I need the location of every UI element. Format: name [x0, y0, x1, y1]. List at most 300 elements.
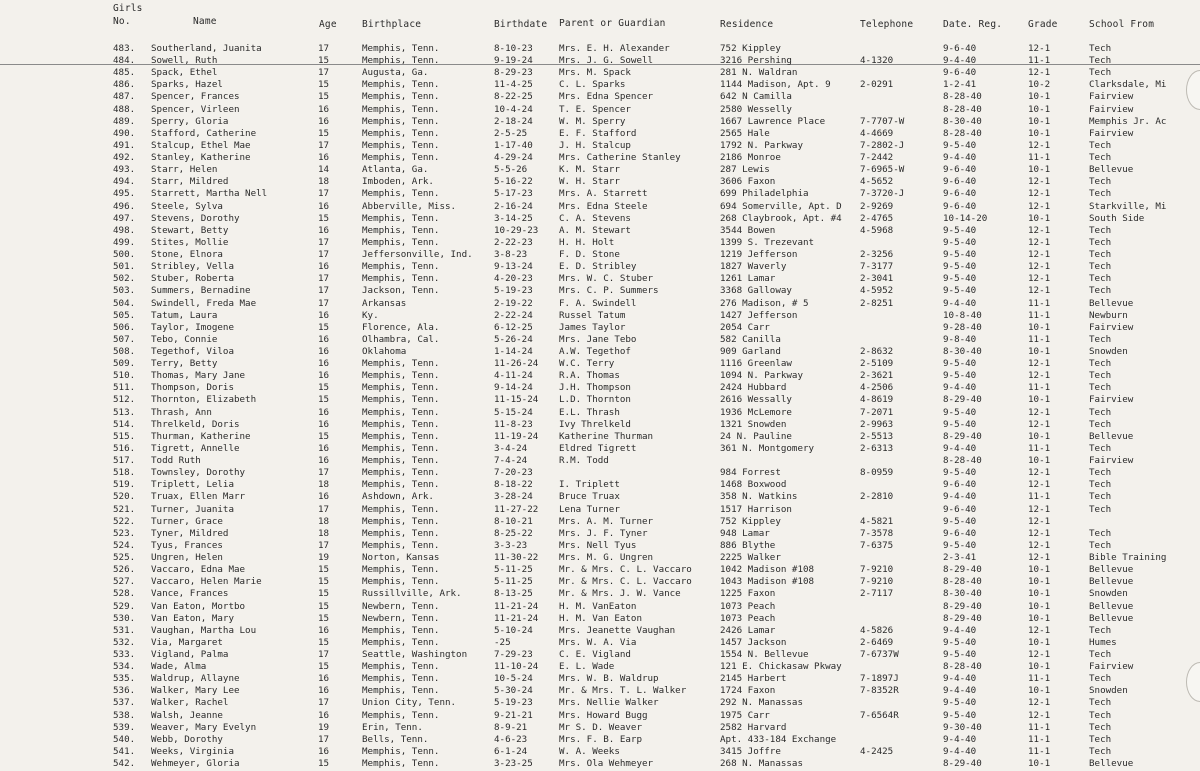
- date-registered: 9-6-40: [943, 527, 977, 539]
- parent-guardian: W. A. Weeks: [559, 745, 620, 757]
- date-registered: 8-29-40: [943, 394, 982, 406]
- school-from: Fairview: [1089, 455, 1134, 467]
- date-registered: 9-6-40: [943, 188, 977, 200]
- birthplace: Memphis, Tenn.: [362, 236, 440, 248]
- birthplace: Memphis, Tenn.: [362, 467, 440, 479]
- birthdate: 9-13-24: [494, 261, 533, 273]
- grade: 10-1: [1028, 103, 1051, 115]
- parent-guardian: Mrs. W. C. Stuber: [559, 273, 654, 285]
- date-registered: 8-30-40: [943, 346, 982, 357]
- parent-guardian: Mrs. M. Spack: [559, 67, 631, 79]
- parent-guardian: W. M. Sperry: [559, 115, 626, 127]
- table-row: [0, 685, 1200, 698]
- birthdate: 5-11-25: [494, 576, 533, 588]
- parent-guardian: A.W. Tegethof: [559, 346, 631, 357]
- birthplace: Imboden, Ark.: [362, 176, 434, 188]
- school-from: South Side: [1089, 212, 1145, 224]
- student-name: Turner, Juanita: [151, 503, 234, 515]
- grade: 10-1: [1028, 91, 1051, 103]
- record-number: 532.: [113, 636, 136, 648]
- grade: 12-1: [1028, 176, 1051, 188]
- residence: 121 E. Chickasaw Pkway: [720, 661, 842, 673]
- residence: 752 Kippley: [720, 515, 781, 527]
- parent-guardian: Mr S. D. Weaver: [559, 721, 642, 733]
- date-registered: 2-3-41: [943, 552, 977, 564]
- student-name: Van Eaton, Mortbo: [151, 600, 246, 612]
- age: 15: [318, 127, 330, 139]
- school-from: Tech: [1089, 249, 1112, 261]
- parent-guardian: Mrs. Edna Spencer: [559, 91, 654, 103]
- birthdate: 3-28-24: [494, 491, 533, 503]
- age: 15: [318, 661, 330, 673]
- table-row: [0, 601, 1200, 614]
- student-name: Threlkeld, Doris: [151, 418, 240, 430]
- residence: 1321 Snowden: [720, 418, 787, 430]
- record-number: 523.: [113, 527, 136, 539]
- parent-guardian: Mrs. Jeanette Vaughan: [559, 624, 676, 636]
- residence: 268 Claybrook, Apt. #4: [720, 212, 842, 224]
- birthdate: 4-20-23: [494, 273, 533, 285]
- birthdate: 1-17-40: [494, 139, 533, 151]
- record-number: 485.: [113, 67, 136, 79]
- telephone: 7-2071: [860, 406, 894, 418]
- age: 16: [318, 309, 330, 321]
- birthplace: Memphis, Tenn.: [362, 406, 440, 418]
- residence: 292 N. Manassas: [720, 697, 803, 709]
- birthplace: Memphis, Tenn.: [362, 661, 440, 673]
- residence: 2424 Hubbard: [720, 382, 787, 394]
- parent-guardian: W.C. Terry: [559, 358, 615, 370]
- record-number: 512.: [113, 394, 136, 406]
- grade: 10-1: [1028, 394, 1051, 406]
- table-row: [0, 213, 1200, 226]
- date-registered: 9-4-40: [943, 297, 977, 309]
- grade: 10-1: [1028, 636, 1051, 648]
- telephone: 2-3621: [860, 370, 894, 382]
- age: 15: [318, 612, 330, 624]
- table-row: [0, 431, 1200, 444]
- record-number: 522.: [113, 515, 136, 527]
- residence: 2426 Lamar: [720, 624, 776, 636]
- table-row: [0, 613, 1200, 626]
- residence: 1792 N. Parkway: [720, 139, 803, 151]
- table-row: [0, 419, 1200, 432]
- residence: 3544 Bowen: [720, 224, 776, 236]
- residence: 2580 Wesselly: [720, 103, 792, 115]
- grade: 12-1: [1028, 503, 1051, 515]
- school-from: Starkville, Mi: [1089, 200, 1167, 212]
- date-registered: 9-4-40: [943, 442, 977, 454]
- age: 15: [318, 382, 330, 394]
- residence: 361 N. Montgomery: [720, 442, 815, 454]
- table-row: [0, 152, 1200, 165]
- birthdate: 3-14-25: [494, 212, 533, 224]
- parent-guardian: E. F. Stafford: [559, 127, 637, 139]
- parent-guardian: Mrs. M. G. Ungren: [559, 552, 654, 564]
- age: 17: [318, 297, 330, 309]
- record-number: 502.: [113, 273, 136, 285]
- parent-guardian: Mr. & Mrs. C. L. Vaccaro: [559, 564, 692, 576]
- grade: 10-1: [1028, 612, 1051, 624]
- record-number: 528.: [113, 588, 136, 600]
- birthdate: 6-1-24: [494, 745, 528, 757]
- table-row: [0, 322, 1200, 335]
- birthplace: Newbern, Tenn.: [362, 600, 440, 612]
- record-number: 517.: [113, 455, 136, 467]
- birthplace: Memphis, Tenn.: [362, 55, 440, 67]
- school-from: Tech: [1089, 527, 1112, 539]
- birthdate: 10-29-23: [494, 224, 539, 236]
- birthdate: 4-6-23: [494, 733, 528, 745]
- date-registered: 9-6-40: [943, 164, 977, 176]
- residence: 1043 Madison #108: [720, 576, 815, 588]
- age: 16: [318, 491, 330, 503]
- birthdate: -25: [494, 636, 511, 648]
- age: 16: [318, 358, 330, 370]
- student-name: Weeks, Virginia: [151, 745, 234, 757]
- residence: 1667 Lawrence Place: [720, 115, 826, 127]
- telephone: 4-1320: [860, 55, 894, 67]
- school-from: Tech: [1089, 649, 1112, 660]
- age: 17: [318, 249, 330, 261]
- record-number: 489.: [113, 115, 136, 127]
- school-from: Bellevue: [1089, 564, 1134, 576]
- telephone: 4-2506: [860, 382, 894, 394]
- age: 16: [318, 709, 330, 721]
- table-row: [0, 649, 1200, 662]
- date-registered: 9-6-40: [943, 503, 977, 515]
- residence: 1457 Jackson: [720, 636, 787, 648]
- school-from: Memphis Jr. Ac: [1089, 115, 1167, 127]
- birthdate: 11-15-24: [494, 394, 539, 406]
- telephone: 2-3041: [860, 273, 894, 285]
- date-registered: 9-8-40: [943, 333, 977, 345]
- age: 15: [318, 600, 330, 612]
- date-registered: 8-30-40: [943, 115, 982, 127]
- grade: 12-1: [1028, 285, 1051, 297]
- telephone: 2-8251: [860, 297, 894, 309]
- grade: 12-1: [1028, 697, 1051, 709]
- record-number: 521.: [113, 503, 136, 515]
- telephone: 2-6469: [860, 636, 894, 648]
- birthplace: Memphis, Tenn.: [362, 115, 440, 127]
- date-registered: 9-4-40: [943, 685, 977, 697]
- record-number: 501.: [113, 261, 136, 273]
- birthplace: Memphis, Tenn.: [362, 709, 440, 721]
- student-name: Steele, Sylva: [151, 200, 223, 212]
- table-row: [0, 237, 1200, 250]
- birthplace: Ashdown, Ark.: [362, 491, 434, 503]
- telephone: 4-8619: [860, 394, 894, 406]
- record-number: 511.: [113, 382, 136, 394]
- parent-guardian: Mrs. E. H. Alexander: [559, 43, 670, 54]
- birthdate: 5-17-23: [494, 188, 533, 200]
- birthplace: Memphis, Tenn.: [362, 188, 440, 200]
- student-name: Sperry, Gloria: [151, 115, 229, 127]
- student-name: Triplett, Lelia: [151, 479, 234, 491]
- age: 16: [318, 745, 330, 757]
- student-name: Sowell, Ruth: [151, 55, 218, 67]
- birthplace: Bells, Tenn.: [362, 733, 429, 745]
- school-from: Tech: [1089, 503, 1112, 515]
- parent-guardian: Mrs. C. P. Summers: [559, 285, 659, 297]
- school-from: Tech: [1089, 139, 1112, 151]
- residence: 1144 Madison, Apt. 9: [720, 79, 831, 91]
- grade: 12-1: [1028, 539, 1051, 551]
- grade: 10-1: [1028, 564, 1051, 576]
- birthplace: Erin, Tenn.: [362, 721, 423, 733]
- parent-guardian: W. H. Starr: [559, 176, 620, 188]
- student-name: Stafford, Catherine: [151, 127, 257, 139]
- birthplace: Memphis, Tenn.: [362, 224, 440, 236]
- student-name: Sparks, Hazel: [151, 79, 223, 91]
- school-from: Tech: [1089, 673, 1112, 685]
- school-from: Bellevue: [1089, 600, 1134, 612]
- age: 15: [318, 430, 330, 442]
- grade: 12-1: [1028, 527, 1051, 539]
- residence: 1116 Greenlaw: [720, 358, 792, 370]
- record-number: 504.: [113, 297, 136, 309]
- student-name: Tigrett, Annelle: [151, 442, 240, 454]
- student-name: Webb, Dorothy: [151, 733, 223, 745]
- birthdate: 8-10-21: [494, 515, 533, 527]
- birthdate: 5-30-24: [494, 685, 533, 697]
- student-name: Starr, Helen: [151, 164, 218, 176]
- grade: 11-1: [1028, 442, 1051, 454]
- birthplace: Jeffersonville, Ind.: [362, 249, 473, 261]
- age: 17: [318, 697, 330, 709]
- telephone: 2-8632: [860, 346, 894, 357]
- date-registered: 9-5-40: [943, 697, 977, 709]
- student-name: Thrash, Ann: [151, 406, 212, 418]
- table-row: [0, 661, 1200, 674]
- record-number: 536.: [113, 685, 136, 697]
- date-registered: 9-4-40: [943, 152, 977, 164]
- residence: 268 N. Manassas: [720, 758, 803, 770]
- student-name: Weaver, Mary Evelyn: [151, 721, 257, 733]
- table-row: [0, 516, 1200, 529]
- school-from: Tech: [1089, 43, 1112, 54]
- age: 19: [318, 552, 330, 564]
- parent-guardian: Mrs. Ola Wehmeyer: [559, 758, 654, 770]
- birthdate: 5-16-22: [494, 176, 533, 188]
- table-row: [0, 637, 1200, 650]
- grade: 12-1: [1028, 200, 1051, 212]
- student-name: Summers, Bernadine: [151, 285, 251, 297]
- student-name: Stanley, Katherine: [151, 152, 251, 164]
- school-from: Tech: [1089, 406, 1112, 418]
- date-registered: 9-5-40: [943, 515, 977, 527]
- table-row: [0, 43, 1200, 56]
- birthdate: 10-5-24: [494, 673, 533, 685]
- student-name: Stites, Mollie: [151, 236, 229, 248]
- school-from: Tech: [1089, 491, 1112, 503]
- birthdate: 7-20-23: [494, 467, 533, 479]
- residence: 3216 Pershing: [720, 55, 792, 67]
- residence: 3606 Faxon: [720, 176, 776, 188]
- birthplace: Memphis, Tenn.: [362, 139, 440, 151]
- grade: 11-1: [1028, 382, 1051, 394]
- date-registered: 8-28-40: [943, 455, 982, 467]
- birthdate: 5-5-26: [494, 164, 528, 176]
- school-from: Bellevue: [1089, 297, 1134, 309]
- date-registered: 8-28-40: [943, 103, 982, 115]
- age: 18: [318, 176, 330, 188]
- school-from: Tech: [1089, 382, 1112, 394]
- telephone: 4-5652: [860, 176, 894, 188]
- birthdate: 10-4-24: [494, 103, 533, 115]
- residence: 1073 Peach: [720, 600, 776, 612]
- residence: 3415 Joffre: [720, 745, 781, 757]
- age: 16: [318, 224, 330, 236]
- date-registered: 9-4-40: [943, 382, 977, 394]
- telephone: 4-4669: [860, 127, 894, 139]
- record-number: 541.: [113, 745, 136, 757]
- date-registered: 9-6-40: [943, 200, 977, 212]
- student-name: Via, Margaret: [151, 636, 223, 648]
- residence: 1094 N. Parkway: [720, 370, 803, 382]
- residence: 281 N. Waldran: [720, 67, 798, 79]
- birthdate: 11-4-25: [494, 79, 533, 91]
- birthplace: Memphis, Tenn.: [362, 394, 440, 406]
- grade: 10-1: [1028, 321, 1051, 333]
- date-registered: 9-5-40: [943, 273, 977, 285]
- residence: 1225 Faxon: [720, 588, 776, 600]
- grade: 12-1: [1028, 370, 1051, 382]
- parent-guardian: E. D. Stribley: [559, 261, 637, 273]
- grade: 12-1: [1028, 552, 1051, 564]
- table-row: [0, 164, 1200, 177]
- birthplace: Memphis, Tenn.: [362, 455, 440, 467]
- birthdate: 11-21-24: [494, 600, 539, 612]
- grade: 10-1: [1028, 600, 1051, 612]
- parent-guardian: Mrs. F. B. Earp: [559, 733, 642, 745]
- telephone: 7-3720-J: [860, 188, 905, 200]
- birthdate: 5-11-25: [494, 564, 533, 576]
- age: 16: [318, 685, 330, 697]
- birthdate: 9-21-21: [494, 709, 533, 721]
- header-residence: Residence: [720, 19, 774, 30]
- record-number: 539.: [113, 721, 136, 733]
- date-registered: 8-29-40: [943, 564, 982, 576]
- table-row: [0, 479, 1200, 492]
- grade: 12-1: [1028, 709, 1051, 721]
- record-number: 491.: [113, 139, 136, 151]
- telephone: 7-6965-W: [860, 164, 905, 176]
- school-from: Fairview: [1089, 321, 1134, 333]
- residence: 2054 Carr: [720, 321, 770, 333]
- telephone: 2-9963: [860, 418, 894, 430]
- table-row: [0, 382, 1200, 395]
- residence: 1399 S. Trezevant: [720, 236, 815, 248]
- age: 17: [318, 188, 330, 200]
- birthdate: 11-21-24: [494, 612, 539, 624]
- student-name: Southerland, Juanita: [151, 43, 262, 54]
- parent-guardian: E.L. Thrash: [559, 406, 620, 418]
- birthplace: Memphis, Tenn.: [362, 564, 440, 576]
- record-number: 490.: [113, 127, 136, 139]
- header-telephone: Telephone: [860, 19, 914, 30]
- age: 15: [318, 394, 330, 406]
- table-row: [0, 370, 1200, 383]
- birthplace: Memphis, Tenn.: [362, 673, 440, 685]
- record-number: 535.: [113, 673, 136, 685]
- date-registered: 9-5-40: [943, 139, 977, 151]
- school-from: Bellevue: [1089, 576, 1134, 588]
- record-number: 506.: [113, 321, 136, 333]
- date-registered: 9-6-40: [943, 479, 977, 491]
- birthdate: 5-26-24: [494, 333, 533, 345]
- residence: 984 Forrest: [720, 467, 781, 479]
- student-name: Tyus, Frances: [151, 539, 223, 551]
- table-row: [0, 588, 1200, 601]
- student-name: Taylor, Imogene: [151, 321, 234, 333]
- residence: 1724 Faxon: [720, 685, 776, 697]
- birthdate: 3-8-23: [494, 249, 528, 261]
- school-from: Tech: [1089, 624, 1112, 636]
- grade: 10-1: [1028, 115, 1051, 127]
- parent-guardian: Mrs. W. A. Via: [559, 636, 637, 648]
- grade: 11-1: [1028, 721, 1051, 733]
- telephone: 2-2810: [860, 491, 894, 503]
- grade: 12-1: [1028, 515, 1051, 527]
- birthdate: 11-8-23: [494, 418, 533, 430]
- student-name: Stalcup, Ethel Mae: [151, 139, 251, 151]
- parent-guardian: Mrs. J. G. Sowell: [559, 55, 654, 67]
- age: 16: [318, 418, 330, 430]
- parent-guardian: C. A. Stevens: [559, 212, 631, 224]
- student-name: Van Eaton, Mary: [151, 612, 234, 624]
- birthplace: Memphis, Tenn.: [362, 152, 440, 164]
- birthplace: Memphis, Tenn.: [362, 479, 440, 491]
- grade: 10-1: [1028, 164, 1051, 176]
- table-row: [0, 79, 1200, 92]
- birthplace: Memphis, Tenn.: [362, 127, 440, 139]
- student-name: Stone, Elnora: [151, 249, 223, 261]
- birthdate: 11-19-24: [494, 430, 539, 442]
- student-name: Thompson, Doris: [151, 382, 234, 394]
- age: 15: [318, 564, 330, 576]
- school-from: Bellevue: [1089, 430, 1134, 442]
- parent-guardian: F. A. Swindell: [559, 297, 637, 309]
- birthplace: Olhambra, Cal.: [362, 333, 440, 345]
- school-from: Fairview: [1089, 394, 1134, 406]
- age: 16: [318, 333, 330, 345]
- school-from: Tech: [1089, 733, 1112, 745]
- birthdate: 3-3-23: [494, 539, 528, 551]
- record-number: 494.: [113, 176, 136, 188]
- parent-guardian: Bruce Truax: [559, 491, 620, 503]
- student-name: Walker, Rachel: [151, 697, 229, 709]
- grade: 10-1: [1028, 661, 1051, 673]
- grade: 12-1: [1028, 249, 1051, 261]
- parent-guardian: H. H. Holt: [559, 236, 615, 248]
- table-row: [0, 673, 1200, 686]
- age: 17: [318, 539, 330, 551]
- record-number: 538.: [113, 709, 136, 721]
- school-from: Fairview: [1089, 127, 1134, 139]
- record-number: 519.: [113, 479, 136, 491]
- grade: 12-1: [1028, 406, 1051, 418]
- parent-guardian: J.H. Thompson: [559, 382, 631, 394]
- grade: 10-1: [1028, 685, 1051, 697]
- grade: 12-1: [1028, 358, 1051, 370]
- age: 16: [318, 346, 330, 357]
- grade: 11-1: [1028, 297, 1051, 309]
- school-from: Fairview: [1089, 91, 1134, 103]
- student-name: Terry, Betty: [151, 358, 218, 370]
- date-registered: 8-29-40: [943, 758, 982, 770]
